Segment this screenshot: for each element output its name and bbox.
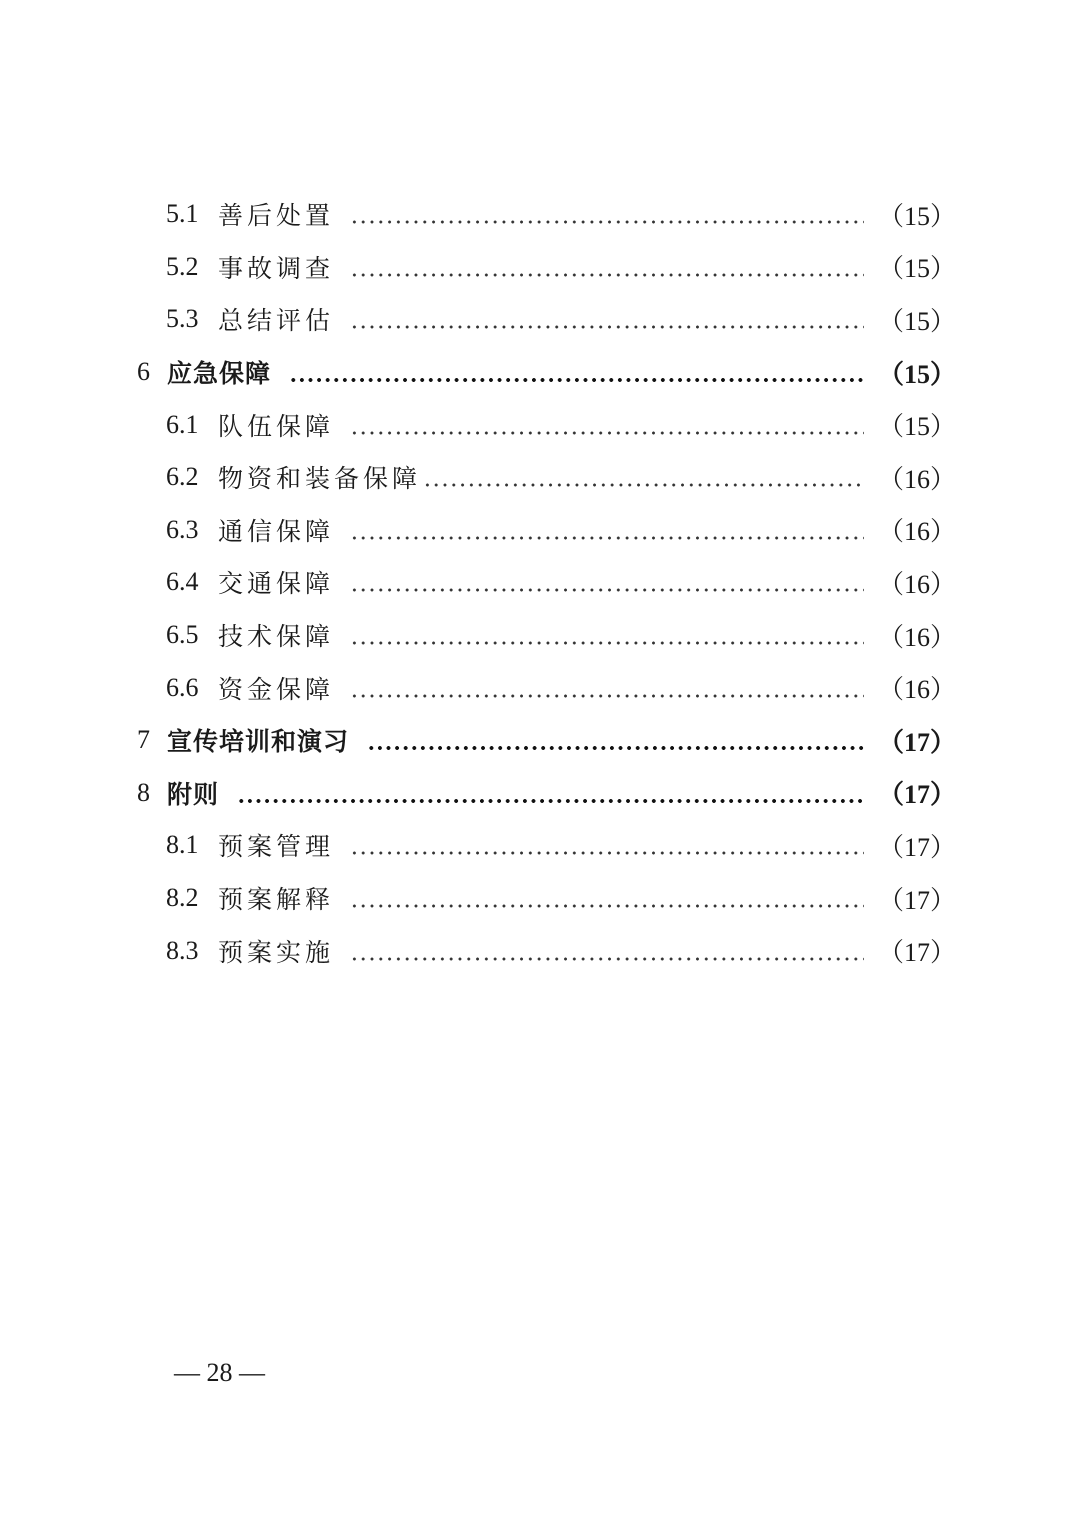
toc-entry-page: （17） xyxy=(878,727,957,757)
toc-entry-title: 通信保障 xyxy=(218,516,335,546)
toc-entry-title: 预案解释 xyxy=(218,885,335,915)
toc-entry-6-4[interactable] xyxy=(0,556,1074,609)
toc-entry-number: 6.2 xyxy=(166,462,199,492)
toc-entry-title: 预案实施 xyxy=(218,937,335,967)
dot-leader xyxy=(367,727,864,753)
dot-leader xyxy=(350,885,864,911)
dot-leader xyxy=(350,517,864,543)
dot-leader xyxy=(350,306,864,332)
toc-entry-6-1[interactable] xyxy=(0,398,1074,451)
toc-entry-number: 6.3 xyxy=(166,514,199,544)
dot-leader xyxy=(423,464,864,490)
toc-entry-page: （16） xyxy=(878,517,957,547)
dot-leader xyxy=(350,622,864,648)
dot-leader xyxy=(289,359,864,385)
toc-entry-page: （17） xyxy=(878,885,957,915)
toc-entry-number: 7 xyxy=(137,725,150,755)
page-number-footer: — 28 — xyxy=(174,1358,265,1387)
toc-entry-title: 事故调查 xyxy=(218,253,335,283)
toc-entry-8-1[interactable] xyxy=(0,819,1074,872)
dot-leader xyxy=(350,201,864,227)
toc-entry-5-2[interactable] xyxy=(0,241,1074,294)
toc-entry-page: （15） xyxy=(878,359,957,389)
toc-entry-page: （15） xyxy=(878,201,957,231)
toc-entry-title: 队伍保障 xyxy=(218,411,335,441)
toc-entry-page: （16） xyxy=(878,675,957,705)
toc-entry-number: 8.1 xyxy=(166,830,199,860)
toc-entry-title: 总结评估 xyxy=(218,306,335,336)
toc-entry-page: （15） xyxy=(878,306,957,336)
toc-entry-6[interactable] xyxy=(0,346,1074,399)
dot-leader xyxy=(350,569,864,595)
toc-entry-page: （16） xyxy=(878,569,957,599)
toc-entry-title: 善后处置 xyxy=(218,201,335,231)
toc-entry-page: （16） xyxy=(878,464,957,494)
toc-entry-page: （16） xyxy=(878,622,957,652)
toc-entry-number: 8 xyxy=(137,777,150,807)
toc-entry-number: 5.2 xyxy=(166,251,199,281)
toc-entry-title: 交通保障 xyxy=(218,569,335,599)
dot-leader xyxy=(350,675,864,701)
dot-leader xyxy=(350,254,864,280)
toc-entry-title: 资金保障 xyxy=(218,674,335,704)
toc-entry-number: 6.5 xyxy=(166,620,199,650)
toc-entry-number: 6.4 xyxy=(166,567,199,597)
toc-entry-title: 物资和装备保障 xyxy=(218,464,422,494)
toc-entry-title: 宣传培训和演习 xyxy=(167,727,350,757)
toc-entry-number: 6.6 xyxy=(166,672,199,702)
dot-leader xyxy=(237,780,864,806)
toc-entry-number: 5.3 xyxy=(166,304,199,334)
toc-entry-6-5[interactable] xyxy=(0,609,1074,662)
toc-entry-8-3[interactable] xyxy=(0,924,1074,977)
toc-entry-6-2[interactable] xyxy=(0,451,1074,504)
toc-entry-5-3[interactable] xyxy=(0,293,1074,346)
toc-entry-page: （17） xyxy=(878,938,957,968)
dot-leader xyxy=(350,938,864,964)
toc-entry-6-3[interactable] xyxy=(0,504,1074,557)
table-of-contents xyxy=(0,188,1074,977)
toc-entry-number: 8.3 xyxy=(166,935,199,965)
toc-entry-page: （17） xyxy=(878,780,957,810)
toc-entry-number: 5.1 xyxy=(166,199,199,229)
toc-entry-8-2[interactable] xyxy=(0,872,1074,925)
dot-leader xyxy=(350,832,864,858)
toc-entry-number: 6 xyxy=(137,357,150,387)
toc-entry-page: （17） xyxy=(878,832,957,862)
toc-entry-page: （15） xyxy=(878,254,957,284)
toc-entry-5-1[interactable] xyxy=(0,188,1074,241)
dot-leader xyxy=(350,412,864,438)
toc-entry-title: 技术保障 xyxy=(218,622,335,652)
toc-entry-number: 6.1 xyxy=(166,409,199,439)
toc-entry-title: 附则 xyxy=(167,779,220,809)
toc-entry-7[interactable] xyxy=(0,714,1074,767)
toc-entry-title: 应急保障 xyxy=(167,359,272,389)
toc-entry-6-6[interactable] xyxy=(0,661,1074,714)
toc-entry-title: 预案管理 xyxy=(218,832,335,862)
toc-entry-page: （15） xyxy=(878,412,957,442)
toc-entry-8[interactable] xyxy=(0,767,1074,820)
toc-entry-number: 8.2 xyxy=(166,883,199,913)
